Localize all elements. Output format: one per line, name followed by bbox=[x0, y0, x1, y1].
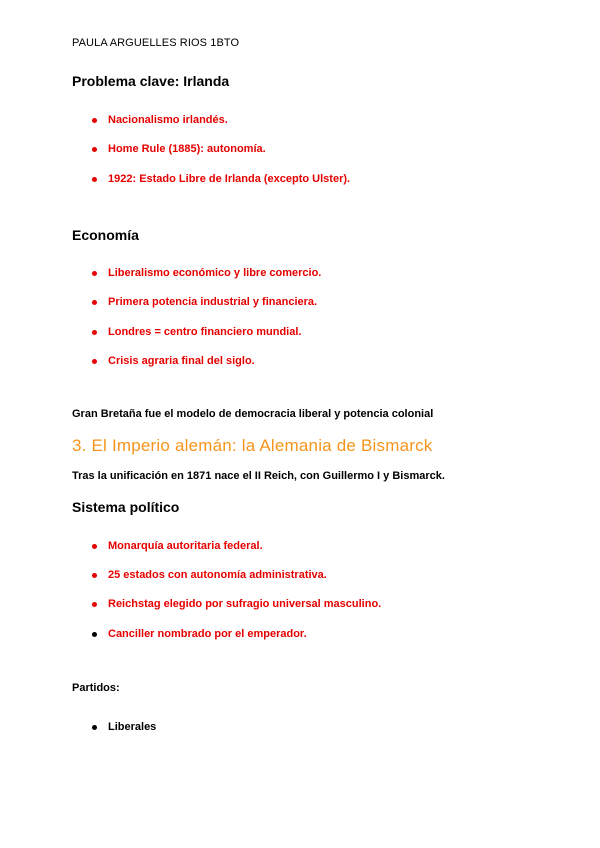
list-item: Monarquía autoritaria federal. bbox=[92, 540, 263, 552]
partidos-label: Partidos: bbox=[72, 682, 120, 694]
bullet-icon bbox=[92, 177, 97, 182]
list-item: Liberalismo económico y libre comercio. bbox=[92, 267, 321, 279]
list-item: Canciller nombrado por el emperador. bbox=[92, 628, 307, 640]
bullet-icon bbox=[92, 725, 97, 730]
list-item: 25 estados con autonomía administrativa. bbox=[92, 569, 327, 581]
heading-irlanda: Problema clave: Irlanda bbox=[72, 73, 230, 89]
bullet-icon bbox=[92, 300, 97, 305]
bullet-icon bbox=[92, 330, 97, 335]
section-intro: Tras la unificación en 1871 nace el II Reich, con Guillermo I y Bismarck. bbox=[72, 470, 445, 482]
list-item: Home Rule (1885): autonomía. bbox=[92, 143, 266, 155]
bullet-icon bbox=[92, 147, 97, 152]
list-item: 1922: Estado Libre de Irlanda (excepto Ulster). bbox=[92, 173, 350, 185]
bullet-icon bbox=[92, 632, 97, 637]
list-item: Primera potencia industrial y financiera. bbox=[92, 296, 317, 308]
list-item: Nacionalismo irlandés. bbox=[92, 114, 228, 126]
list-item: Liberales bbox=[92, 721, 156, 733]
document-header: PAULA ARGUELLES RIOS 1BTO bbox=[72, 37, 240, 49]
list-item: Crisis agraria final del siglo. bbox=[92, 355, 255, 367]
heading-sistema-politico: Sistema político bbox=[72, 499, 180, 515]
bullet-icon bbox=[92, 271, 97, 276]
section-title: 3. El Imperio alemán: la Alemania de Bismarck bbox=[72, 436, 433, 455]
bullet-icon bbox=[92, 118, 97, 123]
heading-economia: Economía bbox=[72, 227, 139, 243]
bullet-icon bbox=[92, 359, 97, 364]
list-item: Londres = centro financiero mundial. bbox=[92, 326, 301, 338]
bullet-icon bbox=[92, 602, 97, 607]
list-item: Reichstag elegido por sufragio universal masculino. bbox=[92, 598, 381, 610]
bullet-icon bbox=[92, 544, 97, 549]
bullet-icon bbox=[92, 573, 97, 578]
summary-text: Gran Bretaña fue el modelo de democracia liberal y potencia colonial bbox=[72, 408, 434, 420]
